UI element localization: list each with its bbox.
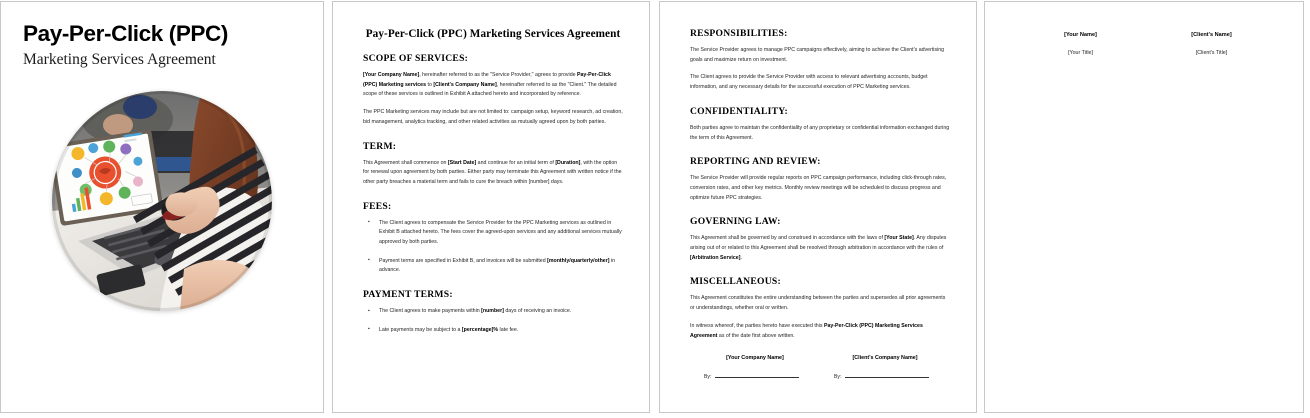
section-heading-reporting-and-review: REPORTING AND REVIEW: [690, 156, 821, 168]
signatory-column-client [1146, 32, 1277, 56]
list-item: ▪ The Client agrees to make payments within [number] days of receiving an invoice. [379, 307, 623, 317]
section-heading-confidentiality: CONFIDENTIALITY: [690, 105, 789, 117]
signature-block [690, 355, 950, 380]
signatory-title-client: [Client's Title] [1195, 50, 1228, 56]
section-heading-fees: FEES: [363, 200, 392, 212]
signature-by-client[interactable] [820, 372, 950, 380]
fees-bullet-list [363, 219, 623, 277]
paragraph-governing-law-1: This Agreement shall be governed by and construed in accordance with the laws of [Your State]. Any disputes arising out of or related to this Agreement shall be resolved through arbitration in accordance with the rules of [Arbitration Service]. [690, 235, 947, 261]
paragraph-responsibilities-2: The Client agrees to provide the Service Provider with access to relevant advertising accounts, budget information, and any necessary details for the successful execution of PPC Marketing services. [690, 74, 928, 91]
section-heading-scope-of-services: SCOPE OF SERVICES: [363, 53, 469, 64]
signature-line-client[interactable] [845, 372, 929, 378]
signature-company-client: [Client's Company Name] [852, 355, 918, 362]
cover-photo-wrapper [23, 91, 301, 311]
list-item: ▪ Late payments may be subject to a [percentage]% late fee. [379, 326, 623, 336]
list-item: ▪ Payment terms are specified in Exhibit B, and invoices will be submitted [monthly/quarterly/other] in advance. [379, 257, 623, 276]
signature-by-label-provider: By: [704, 374, 713, 381]
signatory-name-block [1015, 32, 1277, 56]
signature-column-client [820, 355, 950, 380]
cover-title: Pay-Per-Click (PPC) [23, 21, 228, 46]
paragraph-responsibilities-1: The Service Provider agrees to manage PPC campaigns effectively, aiming to achieve the Client's advertising goals and maximize return on investment. [690, 47, 945, 63]
signature-by-label-client: By: [834, 374, 843, 381]
signature-company-provider: [Your Company Name] [726, 355, 784, 362]
signatory-name-provider: [Your Name] [1064, 32, 1097, 38]
signatory-name-client: [Client's Name] [1191, 32, 1232, 38]
paragraph-reporting-1: The Service Provider will provide regular reports on PPC campaign performance, including click-through rates, conversion rates, and other key metrics. Monthly review meetings will be scheduled to discuss progress and optimize future PPC strategies. [690, 175, 947, 201]
section-heading-responsibilities: RESPONSIBILITIES: [690, 28, 788, 39]
section-heading-payment-terms: PAYMENT TERMS: [363, 289, 453, 301]
paragraph-miscellaneous-1: This Agreement constitutes the entire understanding between the parties and supersedes all prior agreements or understandings, whether oral or written. [690, 295, 946, 312]
cover-subtitle: Marketing Services Agreement [23, 50, 216, 68]
signatory-column-provider [1015, 32, 1146, 56]
paragraph-witness-whereof: In witness whereof, the parties hereto have executed this Pay-Per-Click (PPC) Marketing Services Agreement as of the date first above written. [690, 322, 923, 339]
paragraph-scope-1: [Your Company Name], hereinafter referred to as the "Service Provider," agrees to provide Pay-Per-Click (PPC) Marketing services to [Client's Company Name], hereinafter referred to as the "Client." The detailed scope of these services is outlined in Exhibit A attached hereto and incorporated by reference. [363, 72, 617, 98]
paragraph-term-1: This Agreement shall commence on [Start Date] and continue for an initial term of [Duration], with the option for renewal upon agreement by both parties. Either party may terminate this Agreement with written notice if the other party breaches a material term and fails to cure the breach within [number] days. [363, 159, 622, 185]
paragraph-scope-2: The PPC Marketing services may include but are not limited to: campaign setup, keyword research, ad creation, bid management, analytics tracking, and other related activities as mutually agreed upon by both parties. [363, 109, 623, 125]
person-at-laptop-with-charts-photo [52, 91, 272, 311]
signatory-title-provider: [Your Title] [1068, 50, 1093, 56]
payment-terms-bullet-list [363, 307, 623, 335]
paragraph-confidentiality-1: Both parties agree to maintain the confidentiality of any proprietary or confidential information exchanged during the term of this Agreement. [690, 124, 950, 141]
page-4-signatory-names[interactable] [984, 1, 1304, 413]
signature-line-provider[interactable] [715, 372, 799, 378]
section-heading-miscellaneous: MISCELLANEOUS: [690, 276, 781, 288]
page-3-responsibilities-and-signatures[interactable] [659, 1, 977, 413]
signature-by-provider[interactable] [690, 372, 820, 380]
section-heading-term: TERM: [363, 140, 397, 152]
page-2-scope-and-terms[interactable] [332, 1, 650, 413]
page-1-cover[interactable] [0, 1, 324, 413]
list-item: ▪ The Client agrees to compensate the Service Provider for the PPC Marketing services as outlined in Exhibit B attached hereto. The fees cover the agreed-upon services and any additional services mutually approved by both parties. [379, 219, 623, 248]
section-heading-governing-law: GOVERNING LAW: [690, 216, 781, 228]
page-2-document-title: Pay-Per-Click (PPC) Marketing Services Agreement [365, 28, 621, 40]
signature-column-provider [690, 355, 820, 380]
